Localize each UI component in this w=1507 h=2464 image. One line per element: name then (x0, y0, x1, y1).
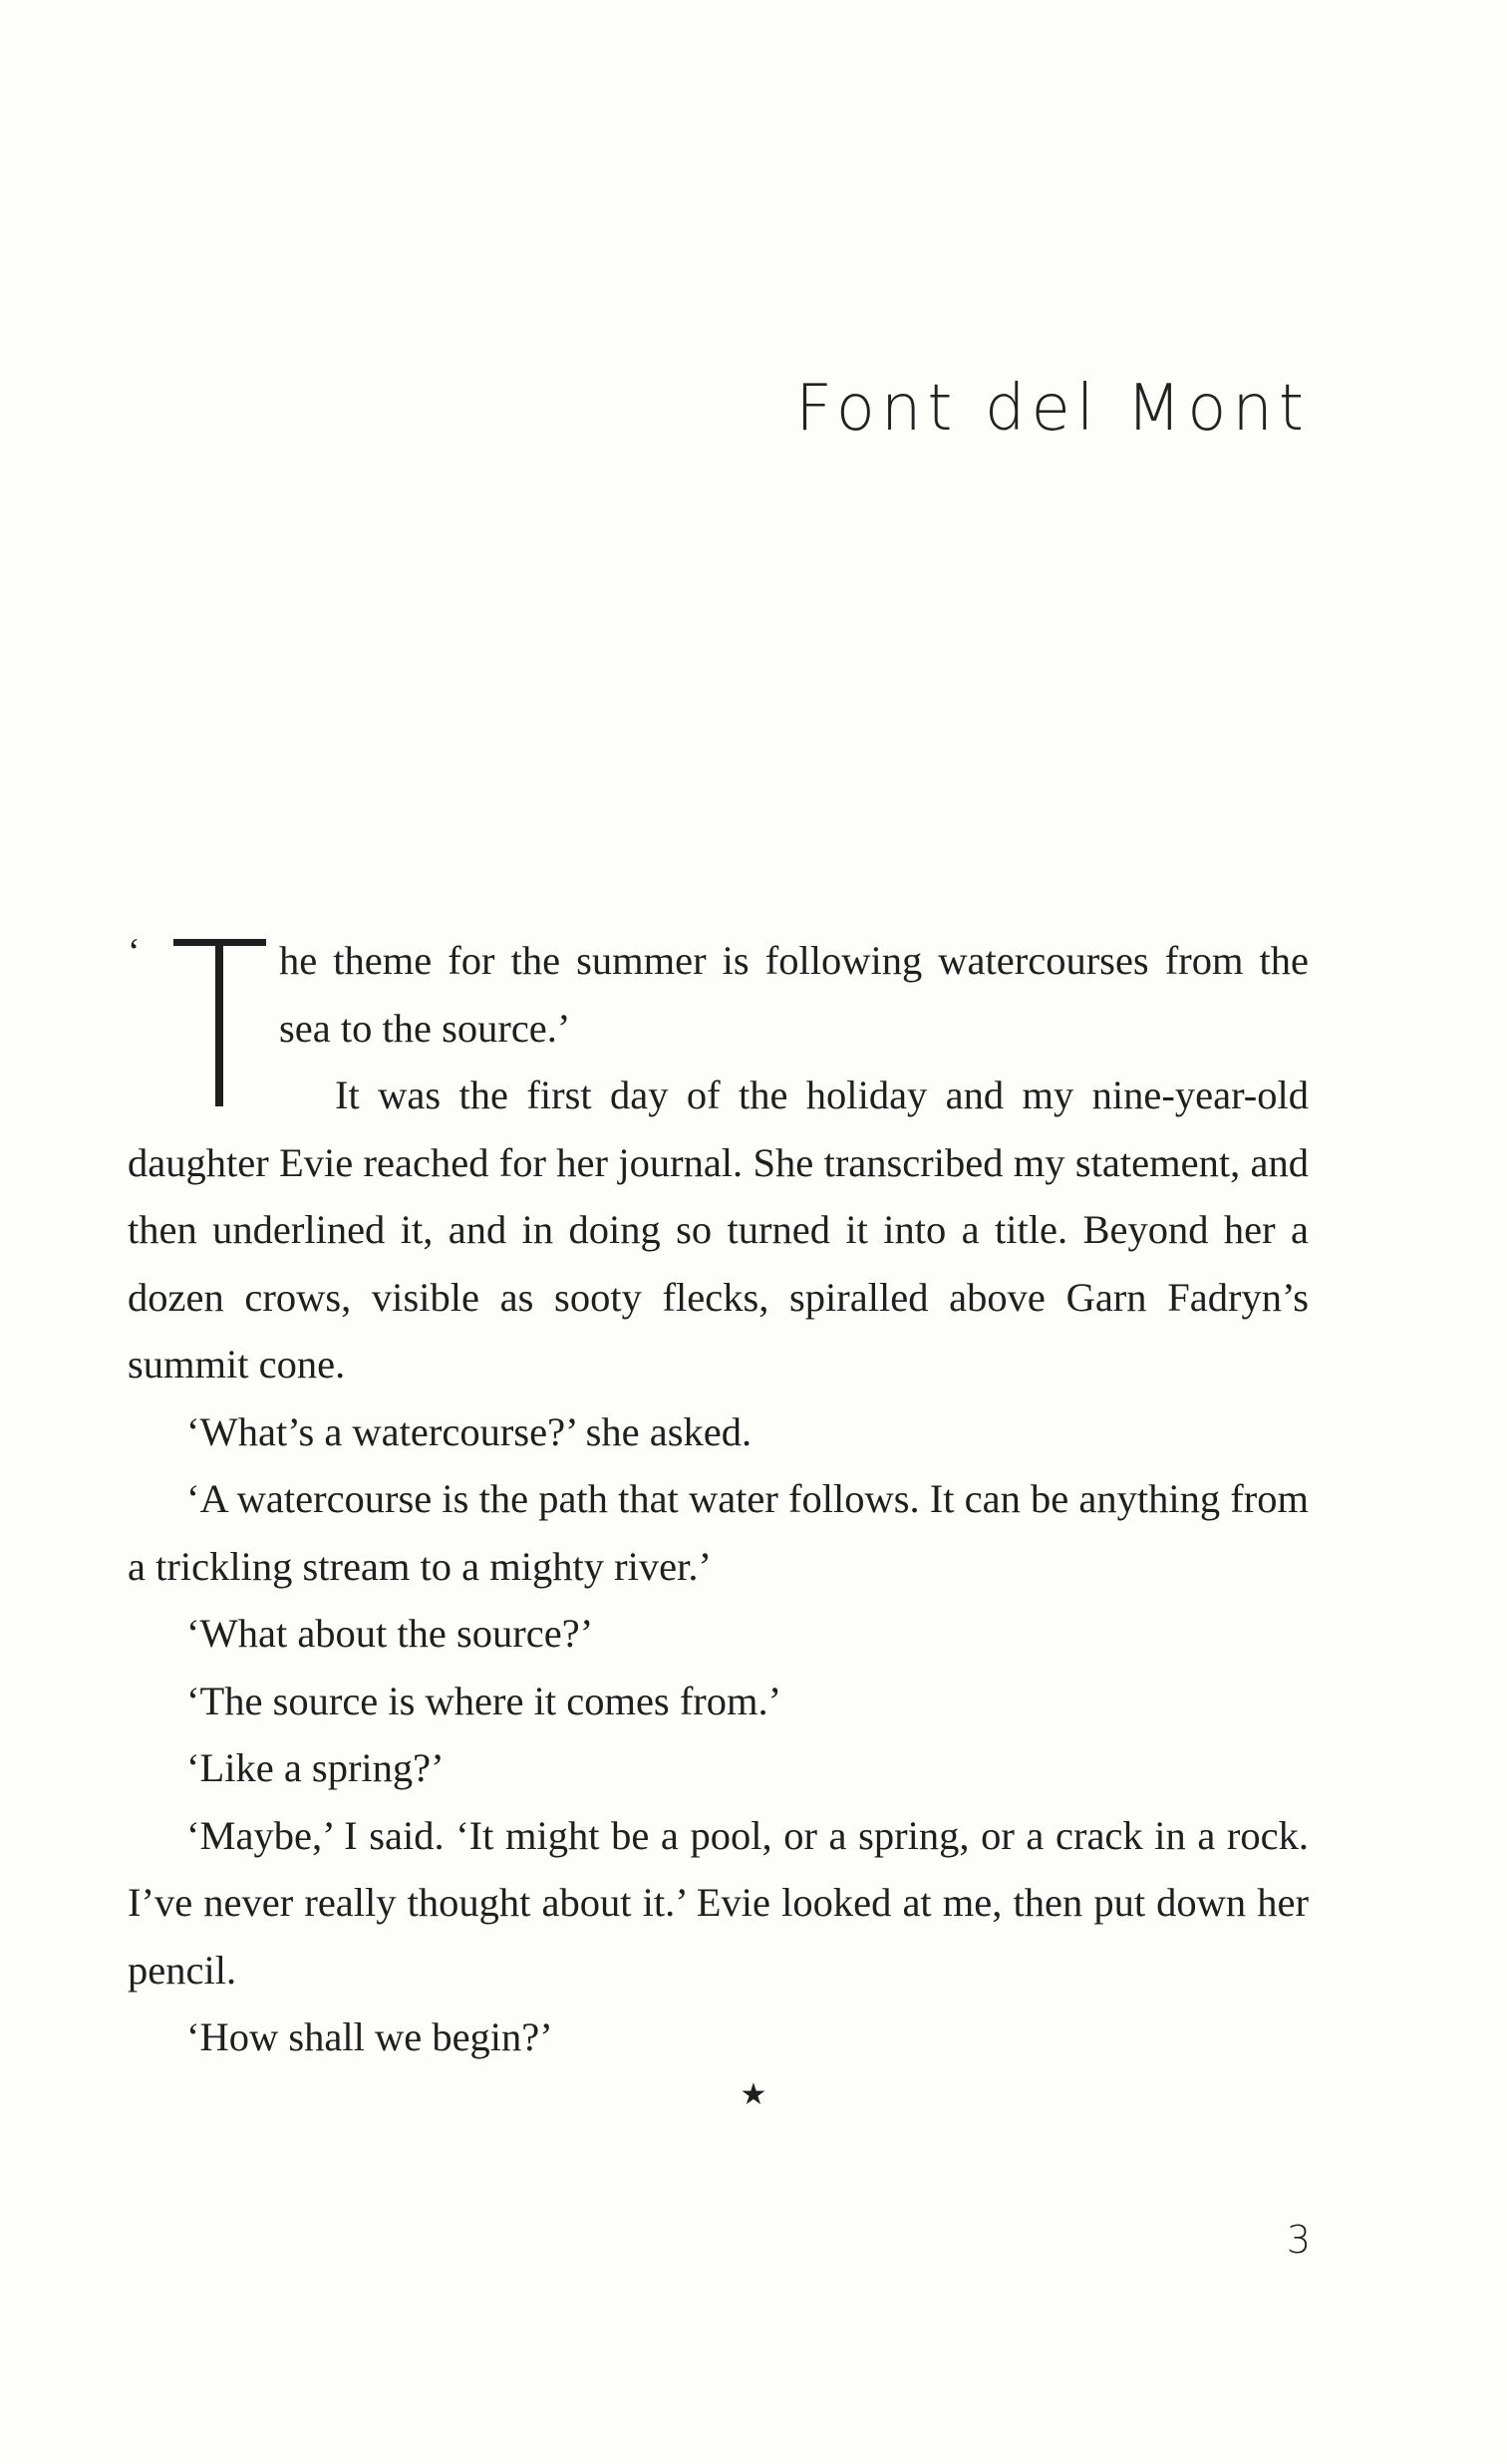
drop-cap-letter-t-stem (215, 939, 223, 1106)
section-break-star: ★ (740, 2077, 767, 2112)
paragraph-4: ‘A watercourse is the path that water follows. It can be anything from a trickling stream to a mighty river.’ (128, 1476, 1309, 1589)
paragraph-5: ‘What about the source?’ (186, 1611, 594, 1656)
paragraph-2: It was the first day of the holiday and my nine-year-old daughter Evie reached for her journal. She transcribed my statement, and then underlined it, and in doing so turned it into a title. Beyond her a dozen crows, visible as sooty flecks, spiralled above Garn Fadryn’s summit cone. (128, 1073, 1309, 1386)
paragraph-7: ‘Like a spring?’ (186, 1745, 445, 1790)
paragraph-6: ‘The source is where it comes from.’ (186, 1678, 782, 1723)
drop-cap (128, 931, 279, 1106)
paragraph-8: ‘Maybe,’ I said. ‘It might be a pool, or a spring, or a crack in a rock. I’ve never really thought about it.’ Evie looked at me, then put down her pencil. (128, 1812, 1309, 1993)
paragraph-1-text: he theme for the summer is following watercourses from the sea to the source.’ (279, 938, 1309, 1051)
chapter-title: Font del Mont (795, 372, 1310, 446)
page-number: 3 (1286, 2218, 1311, 2262)
opening-paragraph (128, 927, 1309, 1062)
body-text (128, 927, 1309, 2071)
paragraph-9: ‘How shall we begin?’ (186, 2014, 553, 2059)
drop-cap-quote: ‘ (128, 931, 141, 973)
paragraph-3: ‘What’s a watercourse?’ she asked. (186, 1408, 753, 1454)
